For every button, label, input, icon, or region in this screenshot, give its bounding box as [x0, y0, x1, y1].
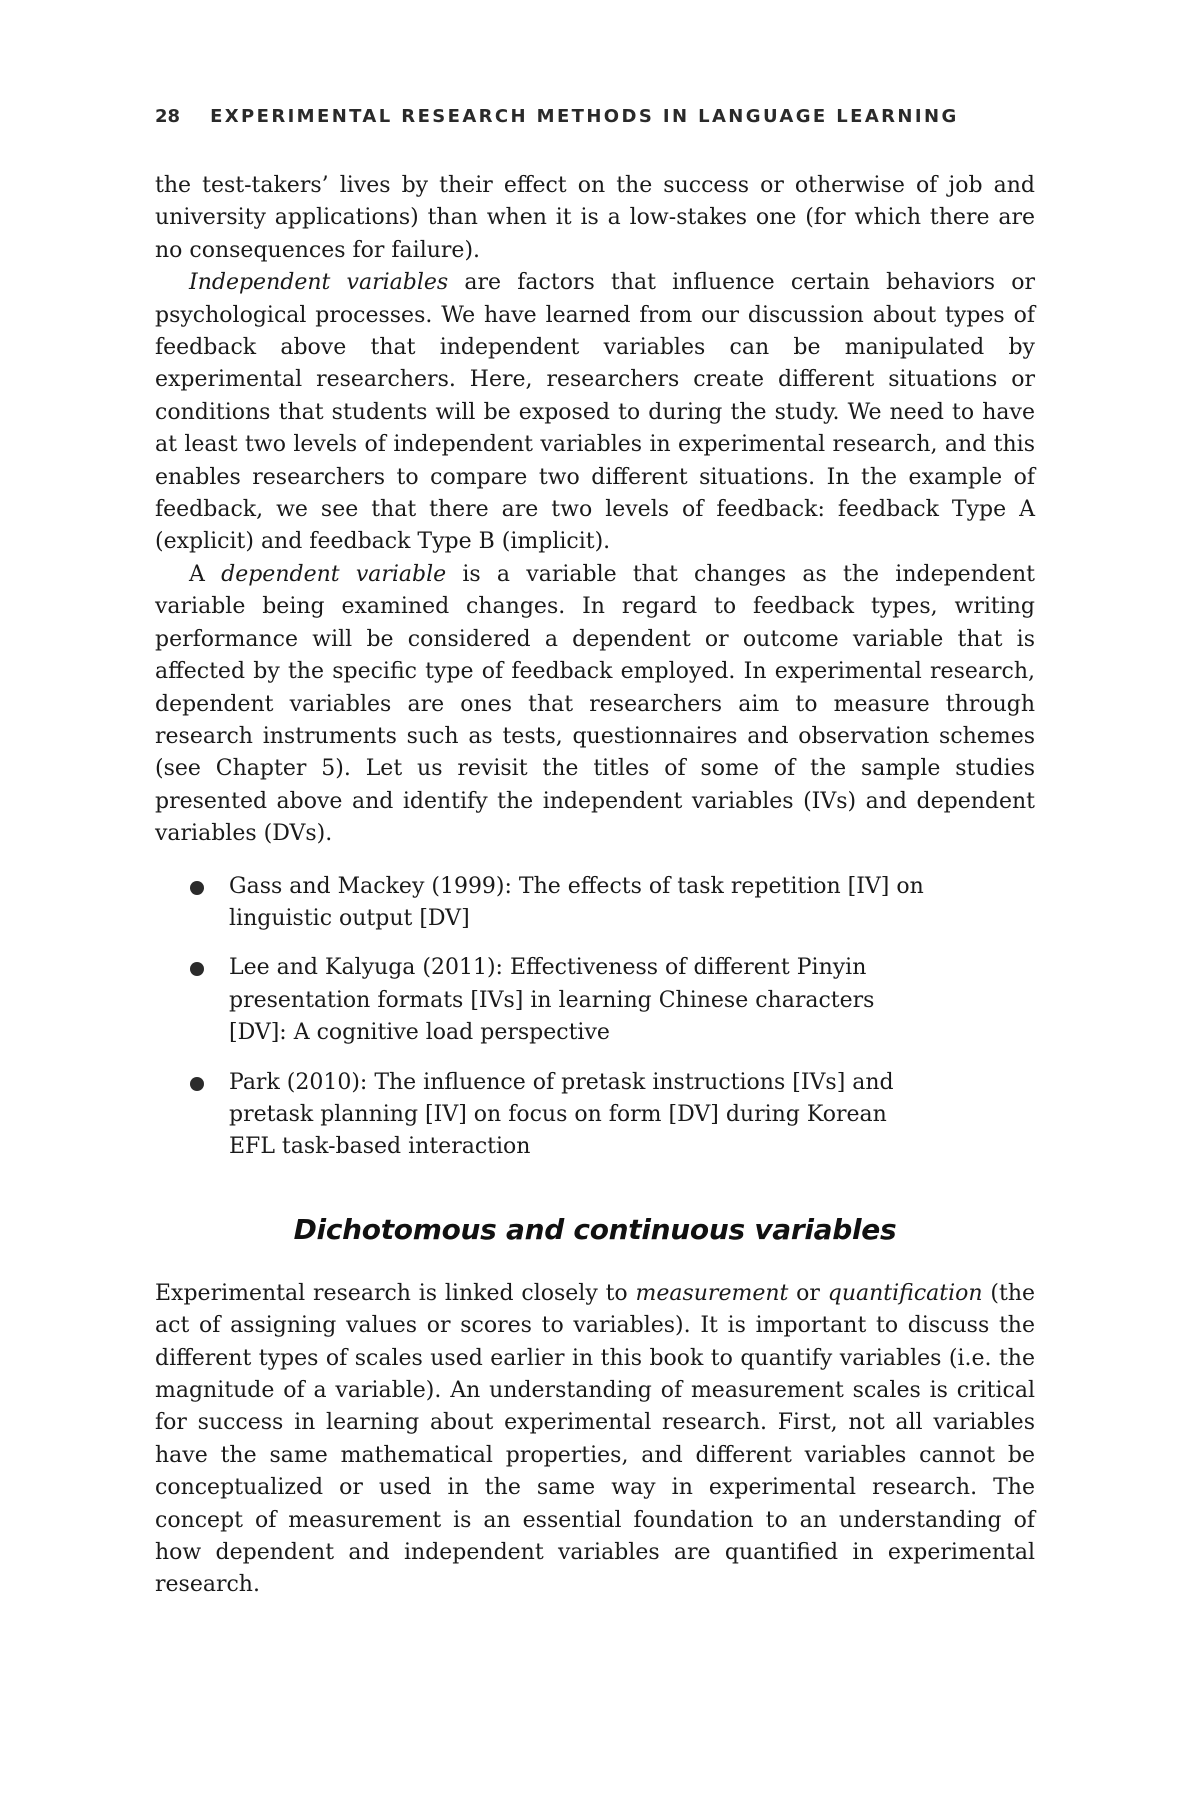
list-item-text: Lee and Kalyuga (2011): Effectiveness of different Pinyin presentation formats [IVs] in learning Chinese characters [DV]: A cognitive load perspective [229, 955, 875, 1046]
list-item [155, 952, 1035, 1049]
term-quantification: quantification [827, 1280, 983, 1306]
term-measurement: measurement [635, 1280, 789, 1306]
paragraph-4-part3: (the act of assigning values or scores to variables). It is important to discuss the different types of scales used earlier in this book to quantify variables (i.e. the magnitude of a variable). An understanding of measurement scales is critical for success in learning about experimental research. First, not all variables have the same mathematical properties, and different variables cannot be conceptualized or used in the same way in experimental research. The concept of measurement is an essential foundation to an understanding of how dependent and independent variables are quantified in experimental research. [155, 1280, 1036, 1598]
paragraph-3-lead: A [189, 561, 222, 587]
running-head [155, 106, 959, 127]
paragraph-continuation [155, 170, 1035, 267]
bullet-icon [190, 881, 204, 895]
paragraph-3-text: is a variable that changes as the independent variable being examined changes. In regard to feedback types, writing performance will be considered a dependent or outcome variable that is affected by the specific type of feedback employed. In experimental research, dependent variables are ones that researchers aim to measure through research instruments such as tests, questionnaires and observation schemes (see Chapter 5). Let us revisit the titles of some of the sample studies presented above and identify the independent variables (IVs) and dependent variables (DVs). [155, 561, 1035, 847]
body-text [155, 170, 1035, 1602]
list-item [155, 1067, 1035, 1164]
section-heading: Dichotomous and continuous variables [293, 1212, 897, 1246]
paragraph-measurement [155, 1278, 1035, 1602]
study-examples-list [155, 871, 1035, 1164]
paragraph-4-part1: Experimental research is linked closely to [155, 1280, 636, 1306]
paragraph-4-part2: or [788, 1280, 828, 1306]
paragraph-independent-variables [155, 267, 1035, 559]
running-title: EXPERIMENTAL RESEARCH METHODS IN LANGUAGE LEARNING [210, 106, 959, 127]
bullet-icon [190, 962, 204, 976]
list-item [155, 871, 1035, 936]
paragraph-1-text: the test-takers’ lives by their effect on the success or otherwise of job and university applications) than when it is a low-stakes one (for which there are no consequences for failure). [155, 173, 1035, 263]
term-independent-variables: Independent variables [189, 270, 449, 296]
list-item-text: Park (2010): The influence of pretask instructions [IVs] and pretask planning [IV] on focus on form [DV] during Korean EFL task-based interaction [229, 1069, 894, 1160]
bullet-icon [190, 1077, 204, 1091]
paragraph-dependent-variable [155, 559, 1035, 851]
term-dependent-variable: dependent variable [221, 561, 447, 587]
paragraph-2-text: are factors that influence certain behaviors or psychological processes. We have learned from our discussion about types of feedback above that independent variables can be manipulated by experimental researchers. Here, researchers create different situations or conditions that students will be exposed to during the study. We need to have at least two levels of independent variables in experimental research, and this enables researchers to compare two different situations. In the example of feedback, we see that there are two levels of feedback: feedback Type A (explicit) and feedback Type B (implicit). [155, 270, 1035, 555]
page-number: 28 [155, 106, 181, 127]
list-item-text: Gass and Mackey (1999): The effects of task repetition [IV] on linguistic output [DV] [229, 873, 924, 931]
